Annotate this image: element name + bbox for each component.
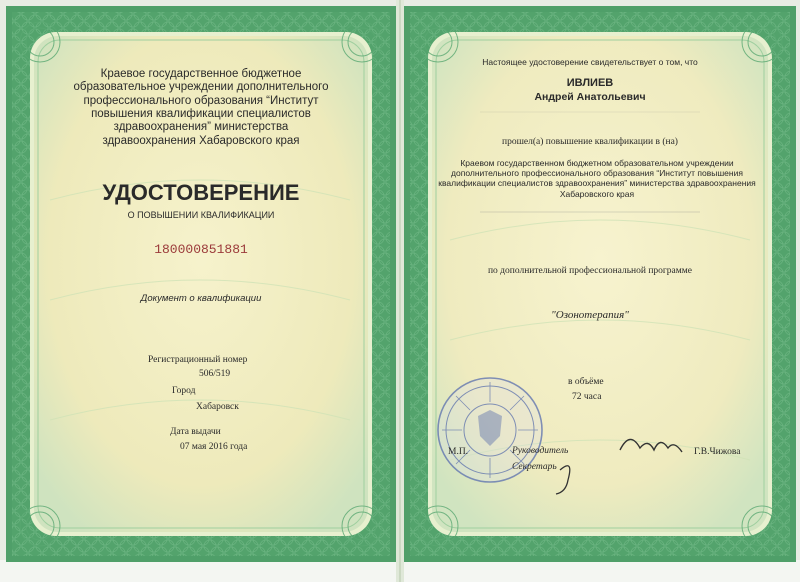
registration-number: 506/519 (199, 369, 231, 379)
head-name: Г.В.Чижова (694, 447, 741, 457)
right-page-frame (404, 6, 796, 562)
intro-statement: Настоящее удостоверение свидетельствует о том, что (482, 57, 698, 67)
certificate-title: УДОСТОВЕРЕНИЕ (102, 180, 300, 205)
document-type: Документ о квалификации (140, 293, 262, 304)
issue-date-value: 07 мая 2016 года (180, 442, 248, 452)
training-institution: Краевом государственном бюджетном образовательном учреждении дополнительного профессионального образования “Институт повышения квалификации специалистов здравоохранения” министерства здравоохранения Хабаровского края (438, 158, 756, 199)
city-label: Город (172, 386, 196, 396)
serial-number: 180000851881 (154, 242, 248, 257)
program-label: по дополнительной профессиональной программе (487, 266, 693, 276)
issuer-institution: Краевое государственное бюджетное образовательное учреждении дополнительного профессионального образования “Институт повышения квалификации специалистов здравоохранения” министерства здравоохранения Хабаровского края (73, 68, 329, 147)
head-label: Руководитель (512, 446, 569, 456)
volume-value: 72 часа (572, 392, 602, 402)
holder-surname: ИВЛИЕВ (566, 77, 614, 89)
secretary-label: Секретарь (512, 462, 557, 472)
city-value: Хабаровск (196, 402, 239, 412)
holder-given-names: Андрей Анатольевич (534, 91, 646, 103)
seal-place-label: М.П. (448, 447, 469, 457)
passed-statement: прошел(а) повышение квалификации в (на) (502, 137, 678, 147)
issue-date-label: Дата выдачи (170, 427, 221, 437)
registration-label: Регистрационный номер (148, 355, 248, 365)
program-name: "Озонотерапия" (551, 309, 629, 321)
volume-label: в объёме (568, 377, 604, 387)
certificate-subtitle: О ПОВЫШЕНИИ КВАЛИФИКАЦИИ (127, 210, 275, 220)
